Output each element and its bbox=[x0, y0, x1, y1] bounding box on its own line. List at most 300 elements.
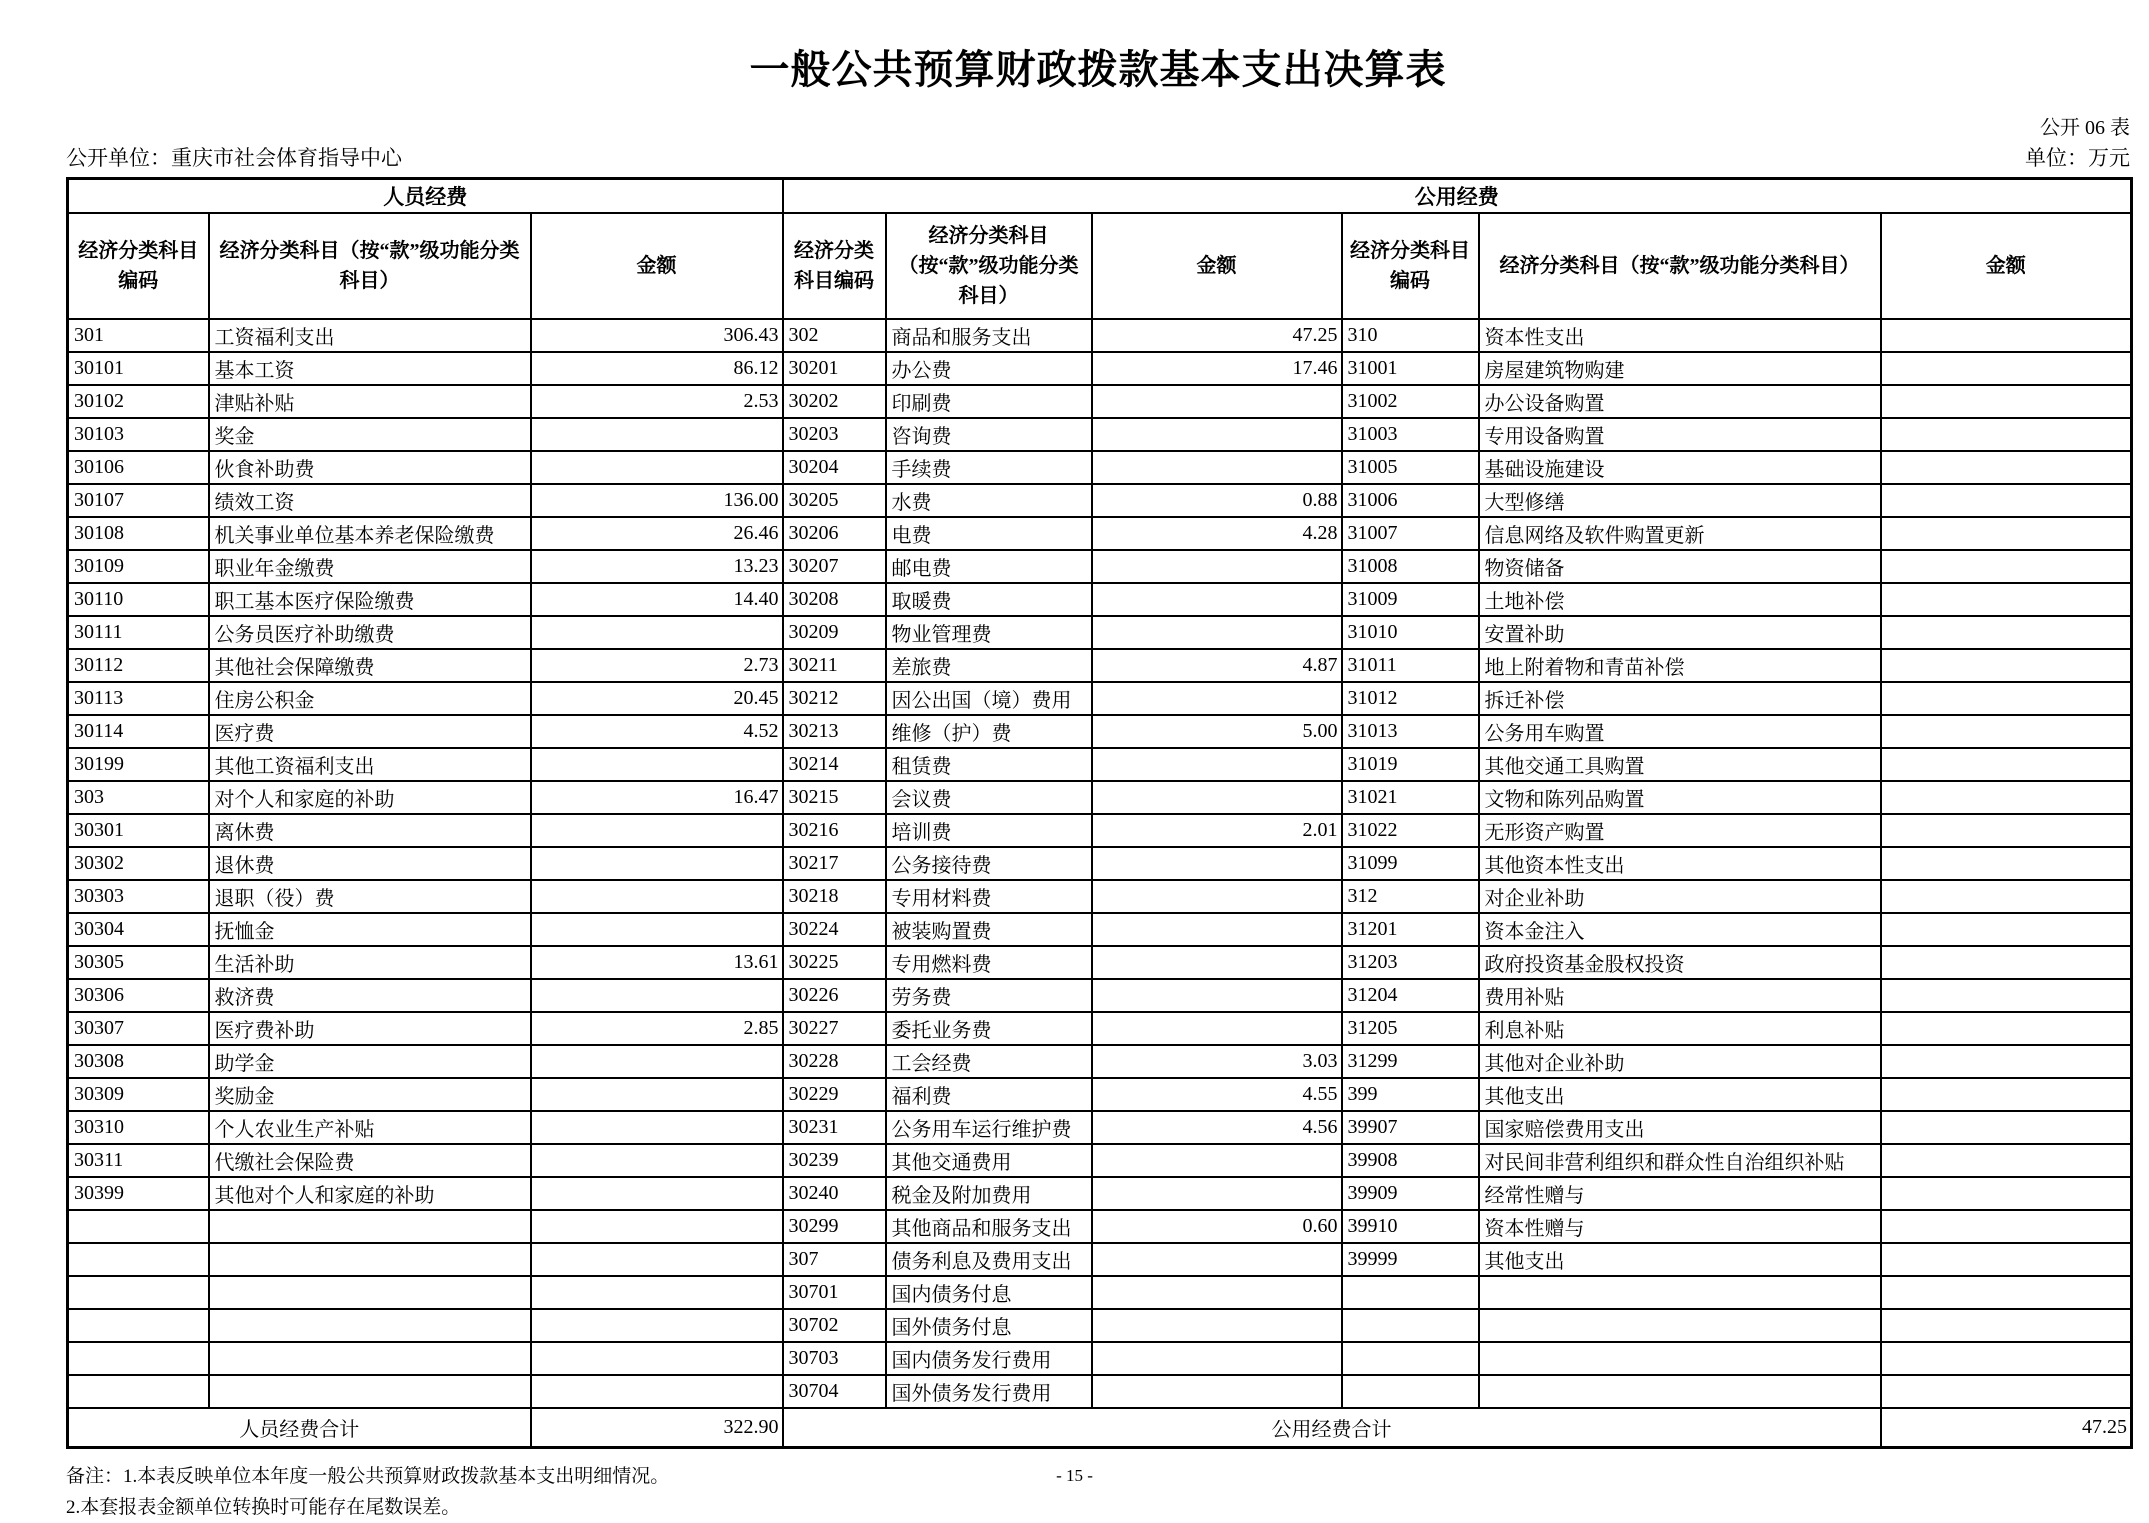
cell-code: 39907 bbox=[1342, 1111, 1479, 1144]
col-header-amount-1: 金额 bbox=[531, 213, 783, 319]
page-title: 一般公共预算财政拨款基本支出决算表 bbox=[749, 47, 1447, 92]
cell-code: 30225 bbox=[783, 946, 886, 979]
cell-code: 30229 bbox=[783, 1078, 886, 1111]
cell-amount bbox=[531, 1309, 783, 1342]
cell-code: 31001 bbox=[1342, 352, 1479, 385]
table-row bbox=[68, 1375, 2132, 1408]
cell-amount: 86.12 bbox=[531, 352, 783, 385]
cell-code bbox=[1342, 1276, 1479, 1309]
table-body bbox=[68, 319, 2132, 1408]
cell-amount bbox=[1092, 1276, 1342, 1309]
cell-code: 30112 bbox=[68, 649, 209, 682]
cell-code: 30299 bbox=[783, 1210, 886, 1243]
public-total-label: 公用经费合计 bbox=[783, 1408, 1881, 1448]
cell-subject: 手续费 bbox=[886, 451, 1092, 484]
cell-amount bbox=[531, 616, 783, 649]
cell-subject: 水费 bbox=[886, 484, 1092, 517]
cell-subject: 因公出国（境）费用 bbox=[886, 682, 1092, 715]
cell-amount bbox=[1881, 1111, 2132, 1144]
cell-subject bbox=[209, 1375, 531, 1408]
cell-amount bbox=[1881, 1342, 2132, 1375]
cell-code: 31011 bbox=[1342, 649, 1479, 682]
cell-subject: 绩效工资 bbox=[209, 484, 531, 517]
cell-subject: 奖金 bbox=[209, 418, 531, 451]
cell-subject: 经常性赠与 bbox=[1479, 1177, 1881, 1210]
cell-subject: 助学金 bbox=[209, 1045, 531, 1078]
cell-amount: 13.23 bbox=[531, 550, 783, 583]
cell-code: 30216 bbox=[783, 814, 886, 847]
section-header-row bbox=[68, 179, 2132, 214]
cell-amount bbox=[531, 1276, 783, 1309]
cell-amount bbox=[531, 1342, 783, 1375]
cell-amount bbox=[1092, 748, 1342, 781]
col-header-amount-2: 金额 bbox=[1092, 213, 1342, 319]
cell-code: 39910 bbox=[1342, 1210, 1479, 1243]
cell-subject: 拆迁补偿 bbox=[1479, 682, 1881, 715]
cell-amount: 47.25 bbox=[1092, 319, 1342, 352]
cell-subject: 资本金注入 bbox=[1479, 913, 1881, 946]
table-row bbox=[68, 1177, 2132, 1210]
cell-code: 31099 bbox=[1342, 847, 1479, 880]
cell-amount bbox=[531, 913, 783, 946]
personnel-total-label: 人员经费合计 bbox=[68, 1408, 531, 1448]
cell-subject: 政府投资基金股权投资 bbox=[1479, 946, 1881, 979]
cell-amount: 2.53 bbox=[531, 385, 783, 418]
table-row bbox=[68, 352, 2132, 385]
cell-code: 30227 bbox=[783, 1012, 886, 1045]
cell-amount bbox=[531, 1078, 783, 1111]
cell-code: 30199 bbox=[68, 748, 209, 781]
cell-subject: 住房公积金 bbox=[209, 682, 531, 715]
personnel-total-amount: 322.90 bbox=[531, 1408, 783, 1448]
cell-subject: 对个人和家庭的补助 bbox=[209, 781, 531, 814]
cell-subject: 公务用车购置 bbox=[1479, 715, 1881, 748]
table-row bbox=[68, 583, 2132, 616]
cell-subject bbox=[209, 1243, 531, 1276]
cell-amount bbox=[1881, 583, 2132, 616]
cell-amount bbox=[1092, 682, 1342, 715]
cell-code: 30310 bbox=[68, 1111, 209, 1144]
cell-subject: 其他资本性支出 bbox=[1479, 847, 1881, 880]
cell-subject: 对企业补助 bbox=[1479, 880, 1881, 913]
cell-code: 301 bbox=[68, 319, 209, 352]
table-row bbox=[68, 1210, 2132, 1243]
table-row bbox=[68, 781, 2132, 814]
table-row bbox=[68, 880, 2132, 913]
cell-amount bbox=[1092, 1243, 1342, 1276]
cell-code bbox=[68, 1342, 209, 1375]
table-number: 公开 06 表 bbox=[2040, 117, 2130, 139]
cell-code: 30207 bbox=[783, 550, 886, 583]
col-header-subject-1: 经济分类科目（按“款”级功能分类科目） bbox=[209, 213, 531, 319]
table-row bbox=[68, 979, 2132, 1012]
totals-row bbox=[68, 1408, 2132, 1448]
cell-amount bbox=[531, 748, 783, 781]
col-header-code-2: 经济分类科目编码 bbox=[783, 213, 886, 319]
cell-code: 39999 bbox=[1342, 1243, 1479, 1276]
cell-code: 31013 bbox=[1342, 715, 1479, 748]
cell-code: 30209 bbox=[783, 616, 886, 649]
cell-code: 31012 bbox=[1342, 682, 1479, 715]
cell-code: 303 bbox=[68, 781, 209, 814]
cell-code: 30704 bbox=[783, 1375, 886, 1408]
cell-amount bbox=[1092, 1177, 1342, 1210]
cell-code: 31006 bbox=[1342, 484, 1479, 517]
cell-code: 31003 bbox=[1342, 418, 1479, 451]
cell-code: 30218 bbox=[783, 880, 886, 913]
cell-amount bbox=[1092, 1375, 1342, 1408]
table-row bbox=[68, 715, 2132, 748]
cell-code bbox=[1342, 1342, 1479, 1375]
cell-amount bbox=[1092, 451, 1342, 484]
cell-code: 30206 bbox=[783, 517, 886, 550]
cell-amount bbox=[1881, 352, 2132, 385]
table-row bbox=[68, 1243, 2132, 1276]
cell-subject: 对民间非营利组织和群众性自治组织补贴 bbox=[1479, 1144, 1881, 1177]
cell-subject: 奖励金 bbox=[209, 1078, 531, 1111]
cell-subject bbox=[209, 1276, 531, 1309]
cell-amount: 13.61 bbox=[531, 946, 783, 979]
cell-subject: 文物和陈列品购置 bbox=[1479, 781, 1881, 814]
cell-amount bbox=[1092, 1144, 1342, 1177]
note-line-1: 备注：1.本表反映单位本年度一般公共预算财政拨款基本支出明细情况。 bbox=[66, 1466, 670, 1487]
cell-code: 31203 bbox=[1342, 946, 1479, 979]
cell-subject: 国外债务付息 bbox=[886, 1309, 1092, 1342]
cell-code bbox=[68, 1210, 209, 1243]
cell-code: 30113 bbox=[68, 682, 209, 715]
cell-code: 31005 bbox=[1342, 451, 1479, 484]
cell-amount bbox=[1092, 979, 1342, 1012]
cell-subject bbox=[1479, 1276, 1881, 1309]
cell-amount: 2.73 bbox=[531, 649, 783, 682]
cell-code: 31007 bbox=[1342, 517, 1479, 550]
cell-amount bbox=[1092, 583, 1342, 616]
cell-code: 30205 bbox=[783, 484, 886, 517]
table-row bbox=[68, 418, 2132, 451]
cell-subject: 信息网络及软件购置更新 bbox=[1479, 517, 1881, 550]
table-row bbox=[68, 1078, 2132, 1111]
cell-subject: 委托业务费 bbox=[886, 1012, 1092, 1045]
page-number: - 15 - bbox=[1056, 1466, 1093, 1485]
cell-subject: 专用材料费 bbox=[886, 880, 1092, 913]
cell-amount: 14.40 bbox=[531, 583, 783, 616]
cell-subject: 差旅费 bbox=[886, 649, 1092, 682]
cell-amount bbox=[1881, 517, 2132, 550]
cell-code: 31021 bbox=[1342, 781, 1479, 814]
col-header-amount-3: 金额 bbox=[1881, 213, 2132, 319]
cell-subject: 职工基本医疗保险缴费 bbox=[209, 583, 531, 616]
cell-amount bbox=[1881, 847, 2132, 880]
column-header-row bbox=[68, 213, 2132, 319]
cell-code: 30231 bbox=[783, 1111, 886, 1144]
cell-code: 302 bbox=[783, 319, 886, 352]
table-row bbox=[68, 484, 2132, 517]
cell-code: 307 bbox=[783, 1243, 886, 1276]
cell-code: 31205 bbox=[1342, 1012, 1479, 1045]
cell-code: 31201 bbox=[1342, 913, 1479, 946]
cell-subject: 资本性支出 bbox=[1479, 319, 1881, 352]
cell-code: 30305 bbox=[68, 946, 209, 979]
cell-subject: 公务接待费 bbox=[886, 847, 1092, 880]
cell-amount bbox=[1092, 913, 1342, 946]
cell-subject: 公务用车运行维护费 bbox=[886, 1111, 1092, 1144]
table-row bbox=[68, 550, 2132, 583]
cell-subject: 地上附着物和青苗补偿 bbox=[1479, 649, 1881, 682]
table-row bbox=[68, 946, 2132, 979]
cell-code: 30306 bbox=[68, 979, 209, 1012]
cell-subject: 安置补助 bbox=[1479, 616, 1881, 649]
cell-amount: 4.56 bbox=[1092, 1111, 1342, 1144]
table-row bbox=[68, 385, 2132, 418]
cell-amount bbox=[1881, 1210, 2132, 1243]
cell-subject: 咨询费 bbox=[886, 418, 1092, 451]
cell-amount bbox=[1881, 814, 2132, 847]
cell-code: 30208 bbox=[783, 583, 886, 616]
cell-amount: 0.60 bbox=[1092, 1210, 1342, 1243]
cell-subject: 其他社会保障缴费 bbox=[209, 649, 531, 682]
cell-subject: 退职（役）费 bbox=[209, 880, 531, 913]
cell-subject: 债务利息及费用支出 bbox=[886, 1243, 1092, 1276]
cell-code: 30302 bbox=[68, 847, 209, 880]
cell-subject: 离休费 bbox=[209, 814, 531, 847]
cell-subject: 津贴补贴 bbox=[209, 385, 531, 418]
cell-amount bbox=[1881, 979, 2132, 1012]
table-row bbox=[68, 1342, 2132, 1375]
table-row bbox=[68, 1144, 2132, 1177]
cell-amount bbox=[1881, 484, 2132, 517]
section-header-personnel: 人员经费 bbox=[68, 179, 783, 214]
cell-code: 30399 bbox=[68, 1177, 209, 1210]
cell-amount: 20.45 bbox=[531, 682, 783, 715]
cell-amount bbox=[1881, 418, 2132, 451]
cell-subject: 房屋建筑物购建 bbox=[1479, 352, 1881, 385]
table-row bbox=[68, 748, 2132, 781]
cell-code: 30217 bbox=[783, 847, 886, 880]
cell-subject: 个人农业生产补贴 bbox=[209, 1111, 531, 1144]
cell-code: 30114 bbox=[68, 715, 209, 748]
table-row bbox=[68, 517, 2132, 550]
cell-code: 31204 bbox=[1342, 979, 1479, 1012]
cell-amount bbox=[1881, 1276, 2132, 1309]
cell-amount bbox=[1881, 649, 2132, 682]
cell-amount bbox=[1881, 781, 2132, 814]
cell-amount bbox=[1881, 319, 2132, 352]
cell-code: 31022 bbox=[1342, 814, 1479, 847]
cell-subject: 其他工资福利支出 bbox=[209, 748, 531, 781]
cell-code: 31019 bbox=[1342, 748, 1479, 781]
cell-amount bbox=[1881, 616, 2132, 649]
cell-subject: 抚恤金 bbox=[209, 913, 531, 946]
cell-amount bbox=[1881, 1243, 2132, 1276]
cell-amount: 4.28 bbox=[1092, 517, 1342, 550]
cell-subject: 利息补贴 bbox=[1479, 1012, 1881, 1045]
cell-subject bbox=[209, 1309, 531, 1342]
cell-code: 30215 bbox=[783, 781, 886, 814]
cell-code bbox=[68, 1276, 209, 1309]
cell-amount bbox=[1881, 880, 2132, 913]
cell-subject bbox=[1479, 1375, 1881, 1408]
cell-code: 31002 bbox=[1342, 385, 1479, 418]
cell-subject: 取暖费 bbox=[886, 583, 1092, 616]
cell-amount bbox=[531, 451, 783, 484]
cell-subject: 工资福利支出 bbox=[209, 319, 531, 352]
cell-amount bbox=[1881, 1375, 2132, 1408]
cell-amount: 4.55 bbox=[1092, 1078, 1342, 1111]
cell-subject: 专用设备购置 bbox=[1479, 418, 1881, 451]
cell-amount: 26.46 bbox=[531, 517, 783, 550]
cell-subject: 福利费 bbox=[886, 1078, 1092, 1111]
table-row bbox=[68, 1045, 2132, 1078]
cell-code: 30102 bbox=[68, 385, 209, 418]
cell-subject bbox=[209, 1210, 531, 1243]
cell-subject: 劳务费 bbox=[886, 979, 1092, 1012]
cell-amount: 16.47 bbox=[531, 781, 783, 814]
cell-subject: 救济费 bbox=[209, 979, 531, 1012]
cell-subject: 税金及附加费用 bbox=[886, 1177, 1092, 1210]
cell-code: 30239 bbox=[783, 1144, 886, 1177]
cell-amount: 5.00 bbox=[1092, 715, 1342, 748]
cell-amount bbox=[1092, 550, 1342, 583]
cell-code: 30304 bbox=[68, 913, 209, 946]
cell-amount bbox=[1092, 946, 1342, 979]
cell-code: 31299 bbox=[1342, 1045, 1479, 1078]
cell-subject: 邮电费 bbox=[886, 550, 1092, 583]
cell-amount: 0.88 bbox=[1092, 484, 1342, 517]
cell-code: 30301 bbox=[68, 814, 209, 847]
col-header-subject-2: 经济分类科目（按“款”级功能分类科目） bbox=[886, 213, 1092, 319]
cell-subject: 医疗费补助 bbox=[209, 1012, 531, 1045]
cell-amount: 17.46 bbox=[1092, 352, 1342, 385]
note-line-2: 2.本套报表金额单位转换时可能存在尾数误差。 bbox=[66, 1497, 461, 1518]
cell-amount bbox=[1092, 616, 1342, 649]
cell-amount bbox=[1092, 847, 1342, 880]
cell-code: 30103 bbox=[68, 418, 209, 451]
cell-amount bbox=[1092, 1309, 1342, 1342]
cell-code: 30106 bbox=[68, 451, 209, 484]
cell-code: 30308 bbox=[68, 1045, 209, 1078]
cell-amount bbox=[1092, 781, 1342, 814]
public-total-amount: 47.25 bbox=[1881, 1408, 2132, 1448]
cell-code: 30107 bbox=[68, 484, 209, 517]
cell-code: 30303 bbox=[68, 880, 209, 913]
cell-amount bbox=[1881, 1177, 2132, 1210]
cell-amount bbox=[531, 880, 783, 913]
cell-amount bbox=[531, 847, 783, 880]
cell-amount: 3.03 bbox=[1092, 1045, 1342, 1078]
cell-amount: 136.00 bbox=[531, 484, 783, 517]
cell-subject: 专用燃料费 bbox=[886, 946, 1092, 979]
table-row bbox=[68, 1111, 2132, 1144]
cell-subject: 基本工资 bbox=[209, 352, 531, 385]
cell-subject: 国内债务付息 bbox=[886, 1276, 1092, 1309]
cell-code bbox=[68, 1375, 209, 1408]
cell-code: 30211 bbox=[783, 649, 886, 682]
cell-subject: 无形资产购置 bbox=[1479, 814, 1881, 847]
cell-code: 30214 bbox=[783, 748, 886, 781]
cell-subject: 其他商品和服务支出 bbox=[886, 1210, 1092, 1243]
cell-code: 30110 bbox=[68, 583, 209, 616]
cell-code: 30204 bbox=[783, 451, 886, 484]
cell-amount bbox=[531, 1375, 783, 1408]
cell-amount bbox=[1881, 715, 2132, 748]
cell-amount bbox=[1881, 682, 2132, 715]
cell-amount bbox=[1881, 1144, 2132, 1177]
cell-amount bbox=[531, 979, 783, 1012]
cell-subject: 其他交通工具购置 bbox=[1479, 748, 1881, 781]
cell-code: 30701 bbox=[783, 1276, 886, 1309]
cell-subject: 机关事业单位基本养老保险缴费 bbox=[209, 517, 531, 550]
cell-subject: 电费 bbox=[886, 517, 1092, 550]
cell-subject: 国家赔偿费用支出 bbox=[1479, 1111, 1881, 1144]
table-row bbox=[68, 1309, 2132, 1342]
cell-subject: 其他对企业补助 bbox=[1479, 1045, 1881, 1078]
cell-amount bbox=[1881, 1078, 2132, 1111]
cell-subject: 生活补助 bbox=[209, 946, 531, 979]
cell-subject: 医疗费 bbox=[209, 715, 531, 748]
cell-code bbox=[1342, 1309, 1479, 1342]
section-header-public: 公用经费 bbox=[783, 179, 2132, 214]
cell-amount bbox=[1881, 748, 2132, 781]
table-row bbox=[68, 319, 2132, 352]
cell-amount bbox=[1881, 550, 2132, 583]
cell-subject: 会议费 bbox=[886, 781, 1092, 814]
cell-code bbox=[68, 1243, 209, 1276]
cell-code: 30108 bbox=[68, 517, 209, 550]
cell-amount bbox=[1881, 1012, 2132, 1045]
cell-amount bbox=[531, 418, 783, 451]
cell-code: 39908 bbox=[1342, 1144, 1479, 1177]
cell-amount: 2.01 bbox=[1092, 814, 1342, 847]
cell-subject: 大型修缮 bbox=[1479, 484, 1881, 517]
cell-amount bbox=[531, 1045, 783, 1078]
cell-subject: 租赁费 bbox=[886, 748, 1092, 781]
cell-code: 30213 bbox=[783, 715, 886, 748]
expenditure-table bbox=[66, 177, 2133, 1449]
cell-subject: 国内债务发行费用 bbox=[886, 1342, 1092, 1375]
cell-amount bbox=[531, 1210, 783, 1243]
cell-code: 30703 bbox=[783, 1342, 886, 1375]
document-sheet bbox=[66, 0, 2130, 1523]
cell-subject: 工会经费 bbox=[886, 1045, 1092, 1078]
cell-amount bbox=[1881, 946, 2132, 979]
cell-subject: 物资储备 bbox=[1479, 550, 1881, 583]
cell-amount bbox=[1881, 1309, 2132, 1342]
cell-amount bbox=[1092, 385, 1342, 418]
cell-code: 30202 bbox=[783, 385, 886, 418]
cell-subject: 办公费 bbox=[886, 352, 1092, 385]
table-row bbox=[68, 913, 2132, 946]
cell-code: 30224 bbox=[783, 913, 886, 946]
cell-code: 30109 bbox=[68, 550, 209, 583]
org-label: 公开单位：重庆市社会体育指导中心 bbox=[66, 146, 402, 170]
cell-subject: 培训费 bbox=[886, 814, 1092, 847]
cell-subject: 其他对个人和家庭的补助 bbox=[209, 1177, 531, 1210]
cell-subject: 国外债务发行费用 bbox=[886, 1375, 1092, 1408]
table-row bbox=[68, 682, 2132, 715]
cell-subject: 资本性赠与 bbox=[1479, 1210, 1881, 1243]
table-row bbox=[68, 649, 2132, 682]
cell-code: 30201 bbox=[783, 352, 886, 385]
cell-subject: 职业年金缴费 bbox=[209, 550, 531, 583]
cell-code: 39909 bbox=[1342, 1177, 1479, 1210]
table-row bbox=[68, 616, 2132, 649]
cell-code: 31009 bbox=[1342, 583, 1479, 616]
cell-amount bbox=[531, 1177, 783, 1210]
cell-amount bbox=[1092, 1012, 1342, 1045]
cell-subject: 退休费 bbox=[209, 847, 531, 880]
cell-amount bbox=[531, 1243, 783, 1276]
cell-code: 30309 bbox=[68, 1078, 209, 1111]
